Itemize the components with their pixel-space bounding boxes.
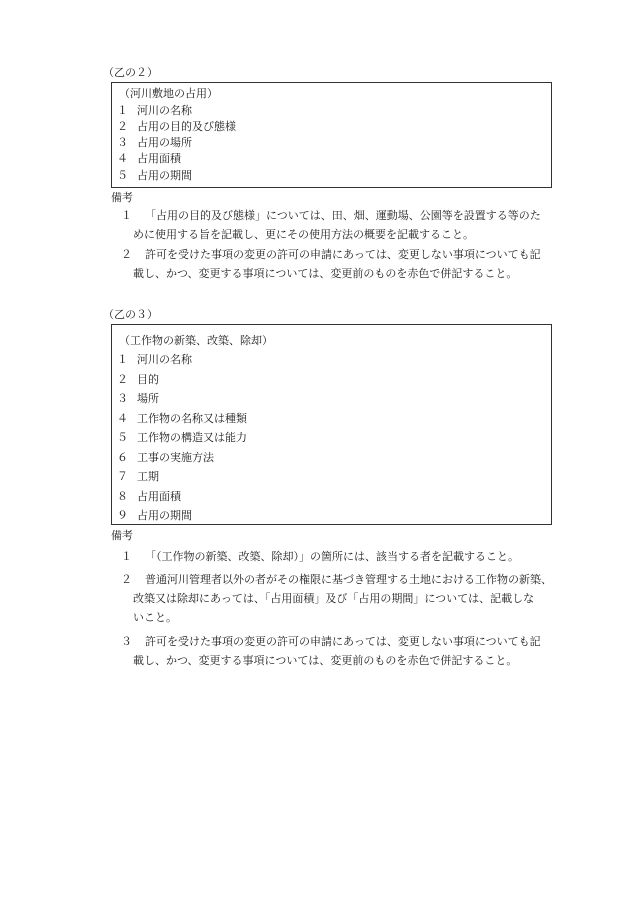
item-text: 河川の名称 xyxy=(137,353,192,366)
list-item xyxy=(117,451,214,465)
item-text: 河川の名称 xyxy=(137,104,192,117)
note-text: 許可を受けた事項の変更の許可の申請にあっては、変更しない事項についても記 xyxy=(145,635,541,648)
item-text: 場所 xyxy=(137,392,159,405)
note-text: めに使用する旨を記載し、更にその使用方法の概要を記載すること。 xyxy=(133,228,474,241)
item-number: ２ xyxy=(117,120,128,133)
item-number: ４ xyxy=(117,412,128,425)
item-number: ９ xyxy=(117,509,128,522)
note-text: いこと。 xyxy=(133,611,177,624)
list-item xyxy=(117,373,159,387)
remark-note xyxy=(121,206,576,244)
item-number: ３ xyxy=(117,136,128,149)
item-text: 目的 xyxy=(137,373,159,386)
box-title: （河川敷地の占用） xyxy=(119,87,218,100)
list-item xyxy=(117,353,192,367)
remark-note xyxy=(121,245,576,283)
box-title: （工作物の新築、改築、除却） xyxy=(119,334,273,347)
list-item xyxy=(117,509,192,523)
note-number: １ xyxy=(121,209,132,222)
note-text: 普通河川管理者以外の者がその権限に基づき管理する土地における工作物の新築、 xyxy=(145,573,552,586)
item-number: ５ xyxy=(117,169,128,182)
item-text: 占用面積 xyxy=(137,490,181,503)
remark-note xyxy=(121,570,576,627)
section-heading: （乙の２） xyxy=(103,66,158,79)
list-item xyxy=(117,412,247,426)
item-number: １ xyxy=(117,104,128,117)
item-number: １ xyxy=(117,353,128,366)
item-number: ７ xyxy=(117,470,128,483)
item-number: ５ xyxy=(117,431,128,444)
remark-note xyxy=(121,632,576,670)
item-number: ３ xyxy=(117,392,128,405)
item-text: 工作物の名称又は種類 xyxy=(137,412,247,425)
list-item xyxy=(117,392,159,406)
item-text: 工作物の構造又は能力 xyxy=(137,431,247,444)
note-number: １ xyxy=(121,550,132,563)
item-number: ８ xyxy=(117,490,128,503)
note-number: ２ xyxy=(121,573,132,586)
item-number: ４ xyxy=(117,152,128,165)
list-item xyxy=(117,470,159,484)
list-item xyxy=(117,490,181,504)
item-number: ２ xyxy=(117,373,128,386)
note-text: 「（工作物の新築、改築、除却）」の箇所には、該当する者を記載すること。 xyxy=(145,550,519,563)
form-items-box xyxy=(111,324,552,525)
list-item xyxy=(117,152,181,166)
note-text: 載し、かつ、変更する事項については、変更前のものを赤色で併記すること。 xyxy=(133,267,518,280)
item-text: 占用の期間 xyxy=(137,169,192,182)
list-item xyxy=(117,431,247,445)
item-text: 占用の目的及び態様 xyxy=(137,120,236,133)
note-text: 載し、かつ、変更する事項については、変更前のものを赤色で併記すること。 xyxy=(133,654,518,667)
list-item xyxy=(117,120,236,134)
section-heading: （乙の３） xyxy=(103,308,158,321)
remarks-label: 備考 xyxy=(111,191,133,204)
item-text: 工期 xyxy=(137,470,159,483)
list-item xyxy=(117,104,192,118)
item-text: 占用の期間 xyxy=(137,509,192,522)
item-number: ６ xyxy=(117,451,128,464)
item-text: 工事の実施方法 xyxy=(137,451,214,464)
note-text: 許可を受けた事項の変更の許可の申請にあっては、変更しない事項についても記 xyxy=(145,248,541,261)
remarks-label: 備考 xyxy=(111,529,133,542)
item-text: 占用の場所 xyxy=(137,136,192,149)
remark-note xyxy=(121,547,576,566)
note-number: ２ xyxy=(121,248,132,261)
note-number: ３ xyxy=(121,635,132,648)
list-item xyxy=(117,169,192,183)
form-items-box xyxy=(111,82,552,188)
item-text: 占用面積 xyxy=(137,152,181,165)
note-text: 「占用の目的及び態様」については、田、畑、運動場、公園等を設置する等のた xyxy=(145,209,541,222)
note-text: 改築又は除却にあっては、「占用面積」及び「占用の期間」については、記載しな xyxy=(133,592,535,605)
list-item xyxy=(117,136,192,150)
